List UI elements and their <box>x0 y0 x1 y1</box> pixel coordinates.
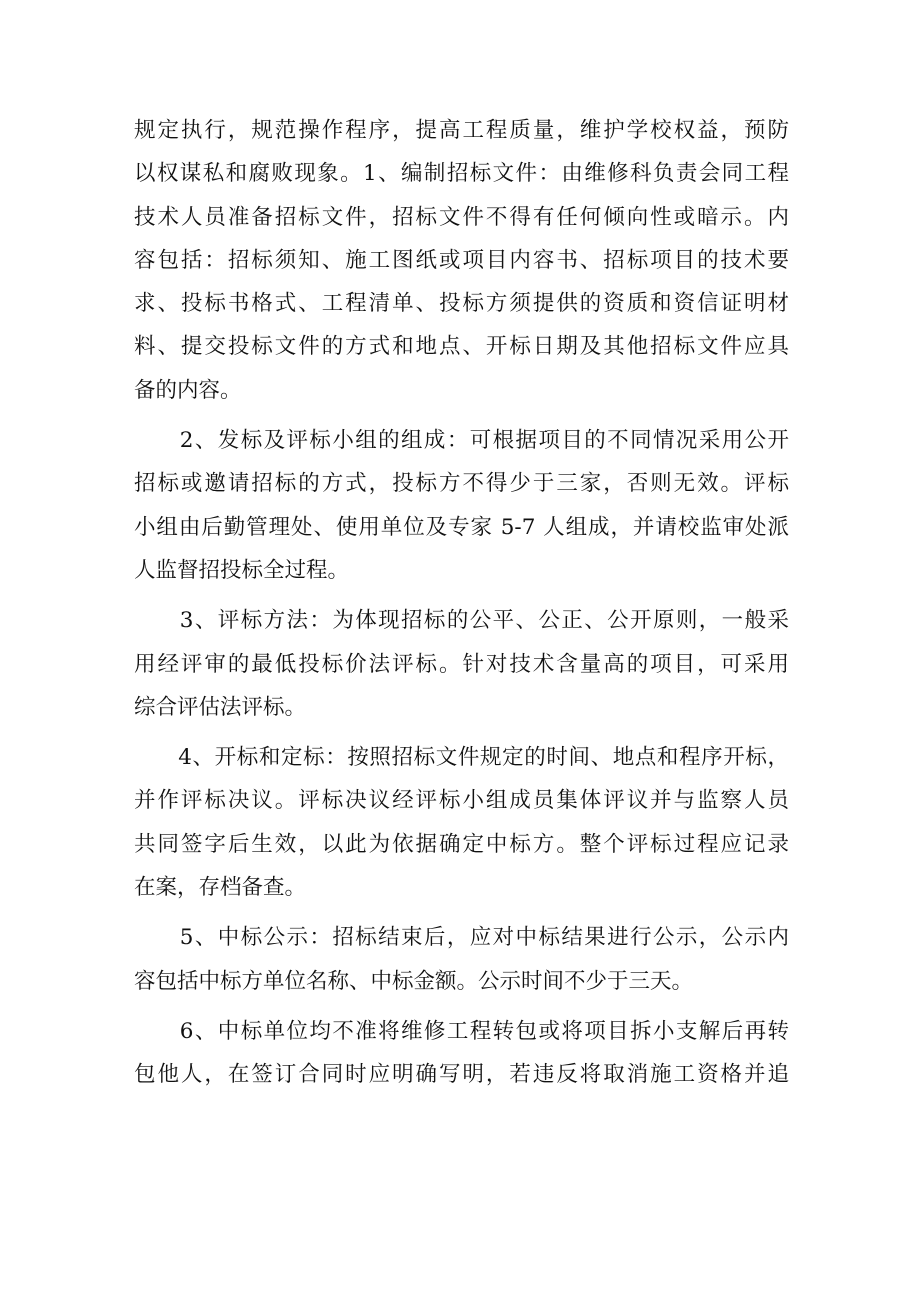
text-line: 小组由后勤管理处、使用单位及专家 5-7 人组成，并请校监审处派 <box>134 514 789 540</box>
text-line: 料、提交投标文件的方式和地点、开标日期及其他招标文件应具 <box>134 334 789 360</box>
paragraph-bidding-committee <box>134 419 789 592</box>
paragraph-evaluation-method <box>134 599 789 729</box>
text-line: 在案，存档备查。 <box>134 875 307 901</box>
text-line: 并作评标决议。评标决议经评标小组成员集体评议并与监察人员 <box>134 788 789 814</box>
text-line: 包他人，在签订合同时应明确写明，若违反将取消施工资格并追 <box>134 1062 789 1088</box>
text-line: 以权谋私和腐败现象。1、编制招标文件：由维修科负责会同工程 <box>134 161 789 187</box>
text-line: 备的内容。 <box>134 377 242 403</box>
text-line: 3、评标方法：为体现招标的公平、公正、公开原则，一般采 <box>134 608 789 634</box>
paragraph-gap <box>134 1003 789 1010</box>
paragraph-gap <box>134 592 789 599</box>
text-line: 用经评审的最低投标价法评标。针对技术含量高的项目，可采用 <box>134 651 789 677</box>
paragraph-gap <box>134 729 789 736</box>
text-line: 综合评估法评标。 <box>134 694 307 720</box>
paragraph-award-publicity <box>134 916 789 1003</box>
text-line: 6、中标单位均不准将维修工程转包或将项目拆小支解后再转 <box>134 1018 789 1044</box>
body-text <box>134 109 789 1097</box>
text-line: 容包括：招标须知、施工图纸或项目内容书、招标项目的技术要 <box>134 247 789 273</box>
text-line: 规定执行，规范操作程序，提高工程质量，维护学校权益，预防 <box>134 118 789 143</box>
text-line: 共同签字后生效，以此为依据确定中标方。整个评标过程应记录 <box>134 831 789 857</box>
paragraph-gap <box>134 909 789 916</box>
text-line: 2、发标及评标小组的组成：可根据项目的不同情况采用公开 <box>134 428 789 454</box>
paragraph-gap <box>134 412 789 419</box>
text-line: 求、投标书格式、工程清单、投标方须提供的资质和资信证明材 <box>134 291 789 317</box>
paragraph-opening-and-award <box>134 736 789 909</box>
text-line: 人监督招投标全过程。 <box>134 557 350 583</box>
text-line: 容包括中标方单位名称、中标金额。公示时间不少于三天。 <box>134 968 694 994</box>
paragraph-subcontract-ban <box>134 1010 789 1097</box>
text-line: 4、开标和定标：按照招标文件规定的时间、地点和程序开标， <box>134 745 789 771</box>
text-line: 技术人员准备招标文件，招标文件不得有任何倾向性或暗示。内 <box>134 204 789 230</box>
paragraph-regulation-intro <box>134 109 789 412</box>
text-line: 5、中标公示：招标结束后，应对中标结果进行公示，公示内 <box>134 925 789 951</box>
text-line: 招标或邀请招标的方式，投标方不得少于三家，否则无效。评标 <box>134 471 789 497</box>
